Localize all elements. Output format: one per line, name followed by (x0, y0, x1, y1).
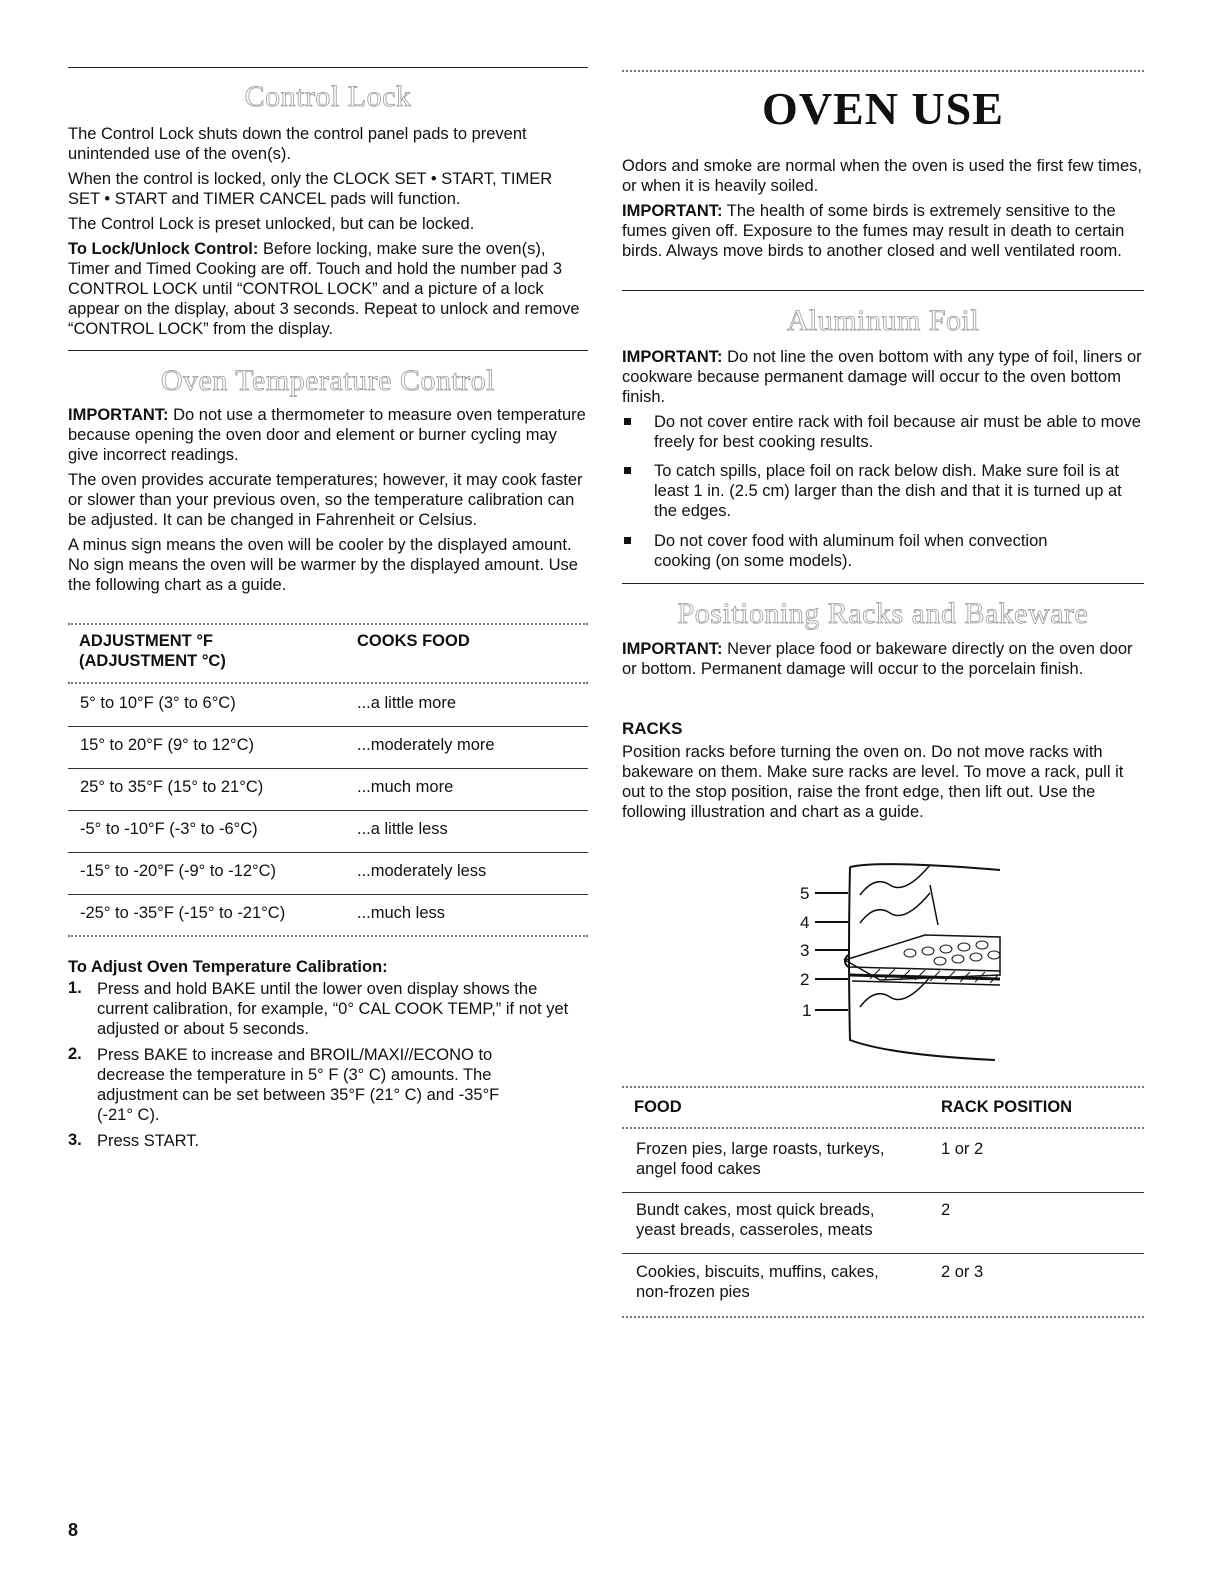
step-1: Press and hold BAKE until the lower oven display shows the current calibration, for example, “0° CAL COOK TEMP,” if not yet adjusted or about 5 seconds. (97, 980, 569, 1038)
table-row-6-adjustment: -25° to -35°F (-15° to -21°C) (80, 904, 286, 922)
table-row-4-adjustment: -5° to -10°F (-3° to -6°C) (80, 820, 258, 838)
aluminum-foil-title: Aluminum Foil (786, 304, 980, 337)
rack-label-3: 3 (800, 941, 810, 960)
rack-table-row-divider (622, 1253, 1144, 1254)
table-row-divider (68, 726, 588, 727)
oven-use-p2-text: The health of some birds is extremely sensitive to the fumes given off. Exposure to the fumes may result in death to certain birds. Always move birds to another closed and well ventilated room. (622, 202, 1125, 260)
rack-table-row-1-position: 1 or 2 (941, 1140, 984, 1158)
table-row-divider (68, 768, 588, 769)
rack-table-top-rule (622, 1086, 1144, 1088)
bullet-icon (624, 467, 631, 474)
table-row-6-cooks: ...much less (357, 904, 446, 922)
positioning-p1 (622, 639, 1144, 679)
oven-temp-p1-text: Do not use a thermometer to measure oven temperature because opening the oven door and element or burner cycling may give incorrect readings. (68, 406, 586, 464)
table-row-5-adjustment: -15° to -20°F (-9° to -12°C) (80, 862, 277, 880)
rack-table-row-3-food: Cookies, biscuits, muffins, cakes, non-frozen pies (636, 1263, 879, 1301)
aluminum-foil-p1-text: Do not line the oven bottom with any type of foil, liners or cookware because permanent damage will occur to the oven bottom finish. (622, 348, 1142, 406)
step-number-2: 2. (68, 1045, 82, 1063)
step-number-3: 3. (68, 1131, 82, 1149)
oven-temp-title: Oven Temperature Control (160, 364, 496, 397)
rack-label-1: 1 (802, 1001, 812, 1020)
bullet-icon (624, 418, 631, 425)
table-top-dotted-rule (68, 623, 588, 625)
step-number-1: 1. (68, 979, 82, 997)
step-2: Press BAKE to increase and BROIL/MAXI//ECONO to decrease the temperature in 5° F (3° C) amounts. The adjustment can be set between 35°F (21° C) and -35°F (-21° C). (97, 1046, 500, 1124)
table-row-2-cooks: ...moderately more (357, 736, 495, 754)
oven-use-p1: Odors and smoke are normal when the oven is used the first few times, or when it is heavily soiled. (622, 157, 1142, 195)
positioning-p1-text: Never place food or bakeware directly on the oven door or bottom. Permanent damage will occur to the porcelain finish. (622, 640, 1133, 678)
rack-table-header-food: FOOD (634, 1098, 682, 1116)
table-row-5-cooks: ...moderately less (357, 862, 487, 880)
oven-temp-p3: A minus sign means the oven will be cooler by the displayed amount. No sign means the oven will be warmer by the displayed amount. Use the following chart as a guide. (68, 536, 578, 594)
table-row-divider (68, 852, 588, 853)
rack-table-row-2-food: Bundt cakes, most quick breads, yeast breads, casseroles, meats (636, 1201, 875, 1239)
control-lock-p4 (68, 239, 588, 339)
rack-label-2: 2 (800, 970, 810, 989)
control-lock-p1: The Control Lock shuts down the control panel pads to prevent unintended use of the oven(s). (68, 125, 527, 163)
oven-use-body (622, 156, 1144, 261)
bullet-icon (624, 537, 631, 544)
control-lock-body (68, 124, 588, 339)
important-label: IMPORTANT: (622, 348, 723, 366)
rack-label-5: 5 (800, 884, 810, 903)
top-rule-right (622, 70, 1144, 72)
racks-heading: RACKS (622, 719, 683, 738)
rack-table-row-divider (622, 1192, 1144, 1193)
table-row-1-adjustment: 5° to 10°F (3° to 6°C) (80, 694, 236, 712)
oven-temp-p1 (68, 405, 588, 465)
rack-table-header-position: RACK POSITION (941, 1098, 1073, 1116)
rule-aluminum-foil (622, 290, 1144, 291)
positioning-title: Positioning Racks and Bakeware (677, 597, 1089, 630)
table-row-1-cooks: ...a little more (357, 694, 457, 712)
lock-unlock-text: Before locking, make sure the oven(s), Timer and Timed Cooking are off. Touch and hold the number pad 3 CONTROL LOCK until “CONTROL LOCK” and a picture of a lock appear on the display, about 3 seconds. Repeat to unlock and remove “CONTROL LOCK” from the display. (68, 240, 580, 338)
control-lock-p3: The Control Lock is preset unlocked, but can be locked. (68, 215, 475, 233)
top-rule-left (68, 67, 588, 68)
rack-position-illustration (790, 855, 1015, 1065)
rack-table-bottom-rule (622, 1316, 1144, 1318)
table-row-divider (68, 894, 588, 895)
step-3: Press START. (97, 1132, 200, 1150)
foil-bullet-1: Do not cover entire rack with foil because air must be able to move freely for best cooking results. (654, 413, 1141, 451)
aluminum-foil-p1 (622, 347, 1144, 407)
foil-bullet-3: Do not cover food with aluminum foil when convection cooking (on some models). (654, 532, 1048, 570)
table-header-cooks-food: COOKS FOOD (357, 632, 470, 650)
important-label: IMPORTANT: (622, 202, 723, 220)
lock-unlock-label: To Lock/Unlock Control: (68, 240, 259, 258)
control-lock-title: Control Lock (244, 80, 412, 113)
rack-table-header-rule (622, 1127, 1144, 1129)
oven-use-title: OVEN USE (762, 83, 1004, 134)
table-header-adjustment-c: (ADJUSTMENT °C) (79, 652, 226, 670)
control-lock-p2: When the control is locked, only the CLOCK SET • START, TIMER SET • START and TIMER CANCEL pads will function. (68, 170, 553, 208)
rack-label-4: 4 (800, 913, 810, 932)
oven-temp-body (68, 405, 588, 595)
page-number: 8 (68, 1520, 79, 1540)
table-header-adjustment-f: ADJUSTMENT °F (79, 632, 214, 650)
table-row-3-adjustment: 25° to 35°F (15° to 21°C) (80, 778, 264, 796)
rule-positioning (622, 583, 1144, 584)
oven-top-outline (850, 864, 1000, 870)
rack-table-row-1-food: Frozen pies, large roasts, turkeys, angel food cakes (636, 1140, 885, 1178)
oven-temp-p2: The oven provides accurate temperatures; however, it may cook faster or slower than your previous oven, so the temperature calibration can be adjusted. It can be changed in Fahrenheit or Celsius. (68, 471, 583, 529)
table-row-3-cooks: ...much more (357, 778, 454, 796)
important-label: IMPORTANT: (68, 406, 169, 424)
oven-cavity-outline (849, 867, 995, 1060)
rule-oven-temp (68, 350, 588, 351)
foil-bullet-2: To catch spills, place foil on rack below dish. Make sure foil is at least 1 in. (2.5 cm) larger than the dish and that it is turned up at the edges. (654, 462, 1122, 520)
table-row-4-cooks: ...a little less (357, 820, 448, 838)
rack-table-row-2-position: 2 (941, 1201, 951, 1219)
rack-table-row-3-position: 2 or 3 (941, 1263, 984, 1281)
table-row-2-adjustment: 15° to 20°F (9° to 12°C) (80, 736, 255, 754)
adjust-calibration-heading: To Adjust Oven Temperature Calibration: (68, 958, 388, 976)
table-header-dotted-rule (68, 682, 588, 684)
important-label: IMPORTANT: (622, 640, 723, 658)
table-row-divider (68, 810, 588, 811)
table-bottom-dotted-rule (68, 935, 588, 937)
racks-text: Position racks before turning the oven on. Do not move racks with bakeware on them. Make sure racks are level. To move a rack, pull it out to the stop position, raise the front edge, then lift out. Use the following illustration and chart as a guide. (622, 743, 1124, 821)
oven-use-p2 (622, 201, 1144, 261)
